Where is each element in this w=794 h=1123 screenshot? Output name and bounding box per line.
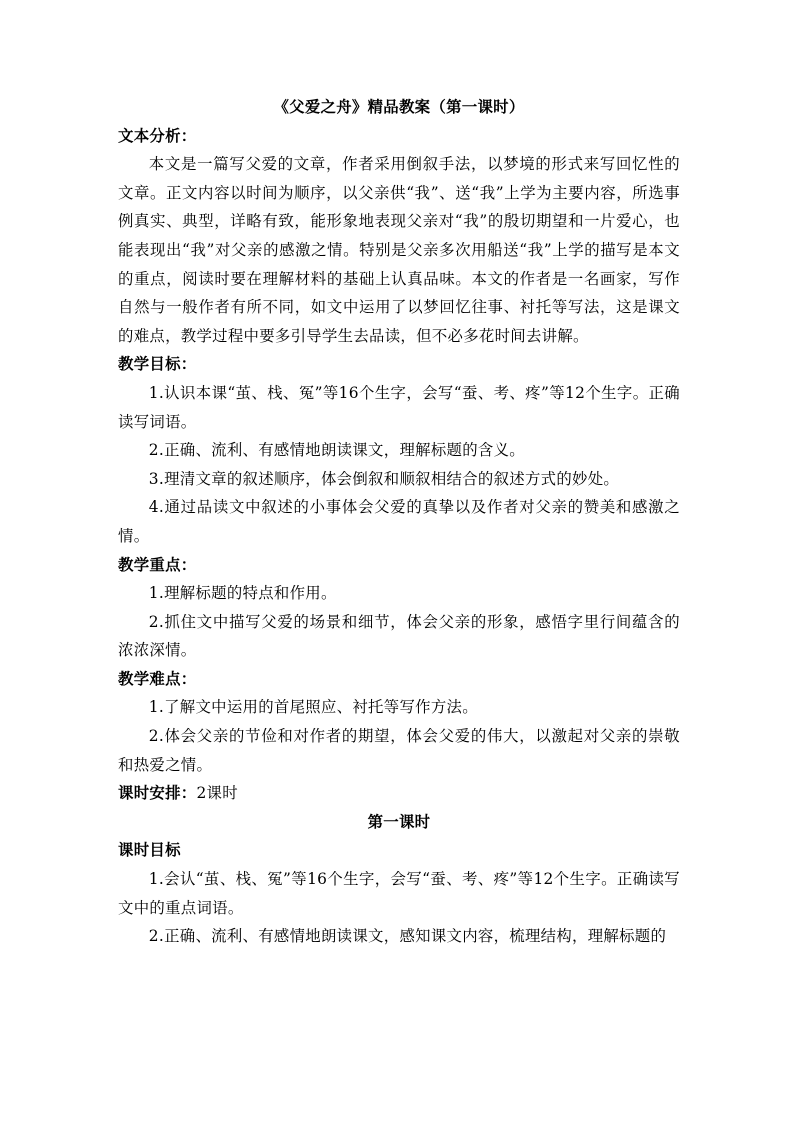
key-point-item-2: 2.抓住文中描写父爱的场景和细节，体会父亲的形象，感悟字里行间蕴含的浓浓深情。 xyxy=(118,612,680,660)
text-analysis-body: 本文是一篇写父爱的文章，作者采用倒叙手法，以梦境的形式来写回忆性的文章。正文内容以时间为顺序，以父亲供“我”、送“我”上学为主要内容，所选事例真实、典型，详略有致，能形象地表现父亲对“我”的殷切期望和一片爱心，也能表现出“我”对父亲的感激之情。特别是父亲多次用船送“我”上学的描写是本文的重点，阅读时要在理解材料的基础上认真品味。本文的作者是一名画家，写作自然与一般作者有所不同，如文中运用了以梦回忆往事、衬托等写法，这是课文的难点，教学过程中要多引导学生去品读，但不必多花时间去讲解。 xyxy=(118,155,680,345)
difficulties-heading: 教学难点： xyxy=(118,669,197,688)
goal-item-1: 1.认识本课“茧、栈、冤”等16个生字，会写“蚕、考、疼”等12个生字。正确读写词语。 xyxy=(118,383,680,431)
goals-heading: 教学目标： xyxy=(118,355,197,374)
lesson1-goal-item-2: 2.正确、流利、有感情地朗读课文，感知课文内容，梳理结构，理解标题的 xyxy=(148,927,667,946)
page-title: 《父爱之舟》精品教案（第一课时） xyxy=(273,98,525,116)
lesson1-heading: 第一课时 xyxy=(367,812,431,831)
document-content xyxy=(118,93,680,951)
schedule-value: 2课时 xyxy=(196,784,238,803)
key-points-heading: 教学重点： xyxy=(118,555,197,574)
lesson1-goals-heading: 课时目标 xyxy=(118,841,181,860)
key-point-item-1: 1.理解标题的特点和作用。 xyxy=(148,584,337,603)
difficulty-item-2: 2.体会父亲的节俭和对作者的期望，体会父爱的伟大，以激起对父亲的崇敬和热爱之情。 xyxy=(118,727,680,774)
lesson1-goal-item-1: 1.会认“茧、栈、冤”等16个生字，会写“蚕、考、疼”等12个生字。正确读写文中的重点词语。 xyxy=(118,870,680,917)
schedule-line xyxy=(118,779,680,808)
goal-item-3: 3.理清文章的叙述顺序，体会倒叙和顺叙相结合的叙述方式的妙处。 xyxy=(148,469,620,488)
text-analysis-heading: 文本分析： xyxy=(118,126,197,145)
goal-item-4: 4.通过品读文中叙述的小事体会父爱的真挚以及作者对父亲的赞美和感激之情。 xyxy=(118,498,680,545)
schedule-label: 课时安排： xyxy=(118,784,197,803)
goal-item-2: 2.正确、流利、有感情地朗读课文，理解标题的含义。 xyxy=(148,441,525,460)
difficulty-item-1: 1.了解文中运用的首尾照应、衬托等写作方法。 xyxy=(148,698,478,717)
